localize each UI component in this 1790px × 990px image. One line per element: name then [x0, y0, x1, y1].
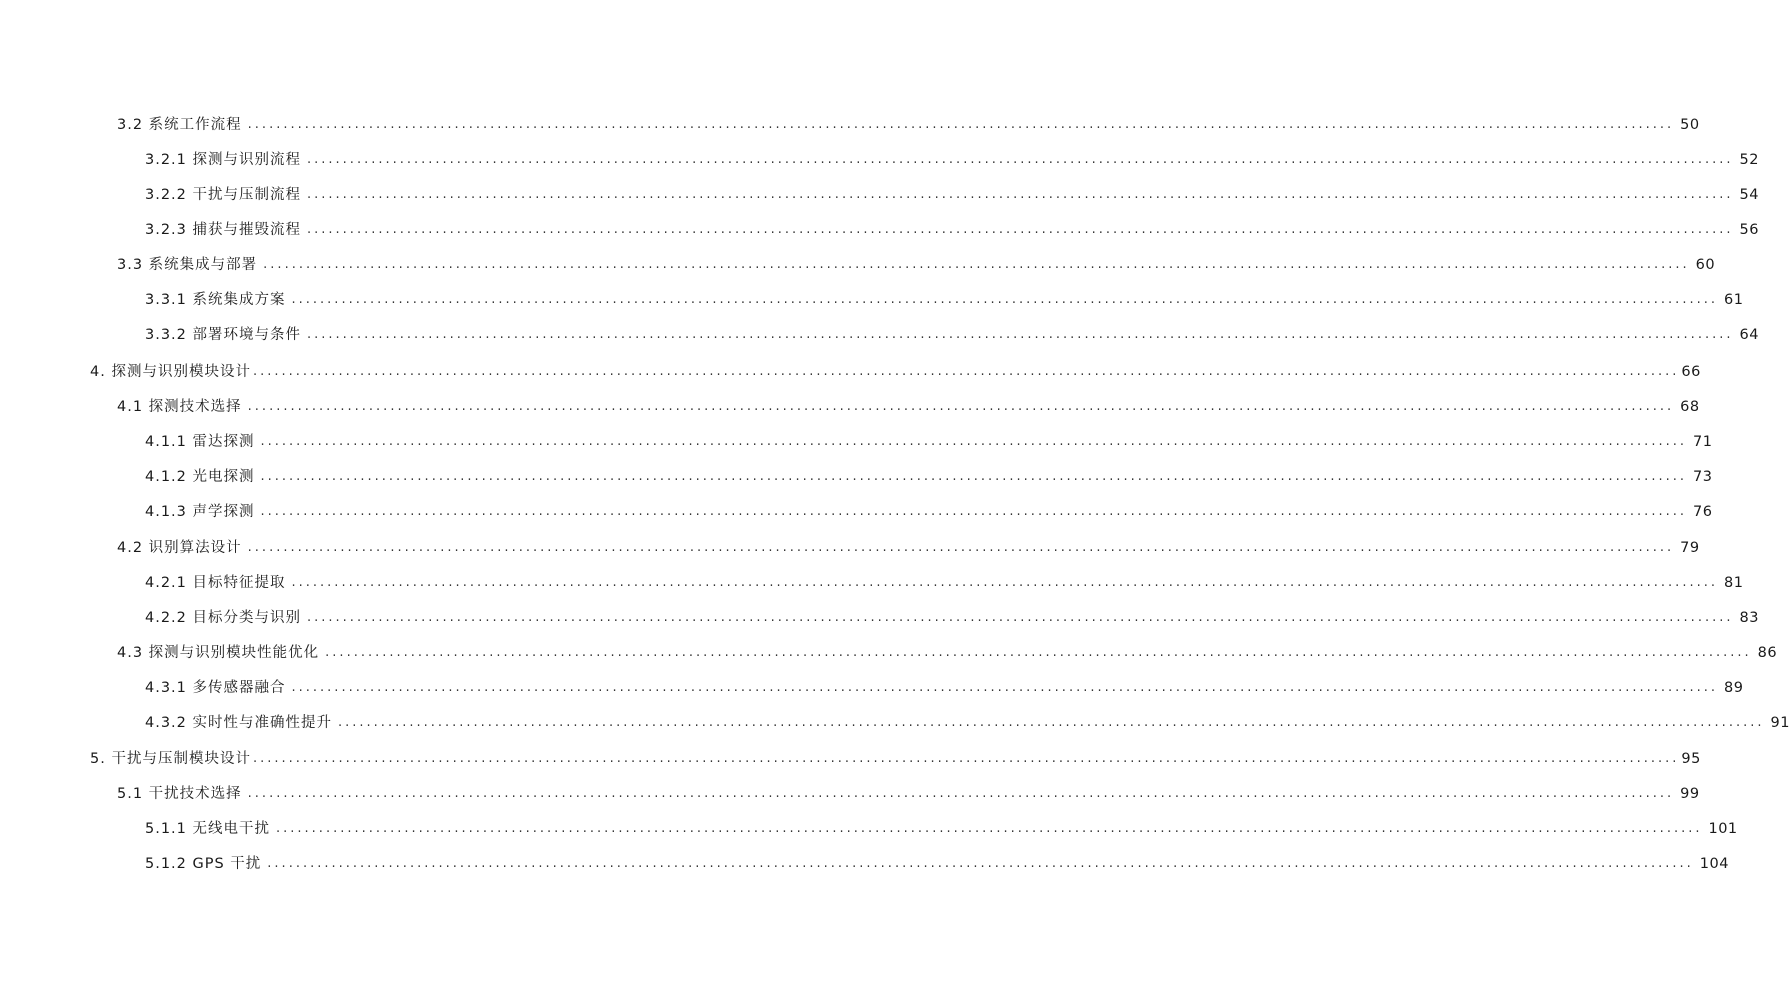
toc-entry[interactable] [117, 536, 1700, 560]
toc-page-number: 81 [1723, 575, 1744, 591]
toc-entry[interactable] [145, 288, 1744, 312]
toc-entry[interactable] [117, 253, 1716, 277]
toc-entry-label: 3.3.2 部署环境与条件 [145, 327, 302, 343]
toc-dot-leader: ........................................................................................................................................................................................................ [247, 786, 1675, 801]
toc-page-number: 61 [1723, 292, 1744, 308]
toc-entry-label: 3.2.1 探测与识别流程 [145, 152, 302, 168]
toc-dot-leader: ........................................................................................................................................................................................................ [276, 821, 1703, 836]
toc-entry-label: 4.1.3 声学探测 [145, 504, 255, 520]
toc-page-number: 91 [1770, 715, 1790, 731]
toc-dot-leader: ........................................................................................................................................................................................................ [247, 399, 1675, 414]
toc-entry[interactable] [117, 641, 1778, 665]
toc-dot-leader: ........................................................................................................................................................................................................ [307, 327, 1734, 342]
toc-entry-label: 4.2.1 目标特征提取 [145, 575, 286, 591]
toc-page-number: 50 [1680, 117, 1700, 133]
toc-entry[interactable] [145, 571, 1744, 595]
toc-entry-label: 4.2.2 目标分类与识别 [145, 610, 302, 626]
toc-entry-label: 5.1.2 GPS 干扰 [145, 856, 262, 872]
toc-entry-label: 5.1 干扰技术选择 [117, 786, 242, 802]
toc-page-number: 56 [1739, 222, 1759, 238]
toc-dot-leader: ........................................................................................................................................................................................................ [325, 645, 1752, 660]
toc-dot-leader: ........................................................................................................................................................................................................ [263, 257, 1690, 272]
toc-dot-leader: ........................................................................................................................................................................................................ [291, 575, 1718, 590]
toc-page-number: 99 [1680, 786, 1700, 802]
toc-entry-label: 4.3.1 多传感器融合 [145, 680, 286, 696]
toc-dot-leader: ........................................................................................................................................................................................................ [307, 610, 1734, 625]
toc-entry[interactable] [145, 323, 1759, 347]
toc-entry[interactable] [145, 606, 1759, 630]
toc-dot-leader: ........................................................................................................................................................................................................ [247, 117, 1675, 132]
toc-page-number: 104 [1699, 856, 1729, 872]
toc-entry[interactable] [90, 360, 1701, 384]
toc-entry[interactable] [117, 782, 1700, 806]
toc-page-number: 54 [1739, 187, 1759, 203]
toc-dot-leader: ........................................................................................................................................................................................................ [260, 469, 1687, 484]
toc-entry[interactable] [145, 430, 1713, 454]
toc-dot-leader: ........................................................................................................................................................................................................ [307, 152, 1734, 167]
toc-dot-leader: ........................................................................................................................................................................................................ [252, 364, 1680, 379]
toc-page-number: 73 [1692, 469, 1713, 485]
toc-entry-label: 4.1 探测技术选择 [117, 399, 242, 415]
toc-dot-leader: ........................................................................................................................................................................................................ [307, 222, 1734, 237]
toc-entry[interactable] [145, 183, 1759, 207]
toc-entry-label: 5.1.1 无线电干扰 [145, 821, 271, 837]
toc-entry[interactable] [145, 500, 1713, 524]
toc-entry-label: 3.2.2 干扰与压制流程 [145, 187, 302, 203]
toc-page-number: 66 [1681, 364, 1701, 380]
toc-page-number: 86 [1757, 645, 1778, 661]
toc-entry[interactable] [145, 711, 1790, 735]
toc-page-number: 68 [1680, 399, 1700, 415]
toc-dot-leader: ........................................................................................................................................................................................................ [338, 715, 1765, 730]
toc-entry-label: 4.1.2 光电探测 [145, 469, 255, 485]
toc-entry-label: 4. 探测与识别模块设计 [90, 364, 251, 380]
toc-entry[interactable] [145, 218, 1759, 242]
toc-page-number: 101 [1708, 821, 1738, 837]
toc-dot-leader: ........................................................................................................................................................................................................ [260, 504, 1687, 519]
toc-page-number: 79 [1680, 540, 1700, 556]
toc-entry-label: 4.2 识别算法设计 [117, 540, 242, 556]
toc-entry-label: 3.2 系统工作流程 [117, 117, 242, 133]
toc-dot-leader: ........................................................................................................................................................................................................ [307, 187, 1734, 202]
toc-dot-leader: ........................................................................................................................................................................................................ [291, 680, 1718, 695]
toc-entry-label: 3.2.3 捕获与摧毁流程 [145, 222, 302, 238]
toc-entry[interactable] [145, 676, 1744, 700]
toc-entry-label: 4.1.1 雷达探测 [145, 434, 255, 450]
toc-entry[interactable] [145, 817, 1738, 841]
toc-page-number: 52 [1739, 152, 1759, 168]
toc-dot-leader: ........................................................................................................................................................................................................ [267, 856, 1694, 871]
toc-page-number: 89 [1723, 680, 1744, 696]
toc-page-number: 60 [1695, 257, 1716, 273]
toc-entry[interactable] [117, 113, 1700, 137]
toc-entry-label: 3.3 系统集成与部署 [117, 257, 258, 273]
toc-page-number: 71 [1692, 434, 1713, 450]
toc-entry[interactable] [90, 747, 1701, 771]
toc-entry[interactable] [145, 148, 1759, 172]
toc-page-number: 64 [1739, 327, 1759, 343]
toc-page-number: 76 [1692, 504, 1713, 520]
toc-dot-leader: ........................................................................................................................................................................................................ [260, 434, 1687, 449]
toc-dot-leader: ........................................................................................................................................................................................................ [252, 751, 1680, 766]
toc-page-number: 95 [1681, 751, 1701, 767]
toc-entry[interactable] [145, 852, 1729, 876]
toc-entry[interactable] [145, 465, 1713, 489]
toc-entry[interactable] [117, 395, 1700, 419]
toc-entry-label: 4.3 探测与识别模块性能优化 [117, 645, 320, 661]
toc-dot-leader: ........................................................................................................................................................................................................ [291, 292, 1718, 307]
toc-entry-label: 4.3.2 实时性与准确性提升 [145, 715, 333, 731]
toc-entry-label: 5. 干扰与压制模块设计 [90, 751, 251, 767]
toc-page-number: 83 [1739, 610, 1759, 626]
toc-dot-leader: ........................................................................................................................................................................................................ [247, 540, 1675, 555]
toc-entry-label: 3.3.1 系统集成方案 [145, 292, 286, 308]
